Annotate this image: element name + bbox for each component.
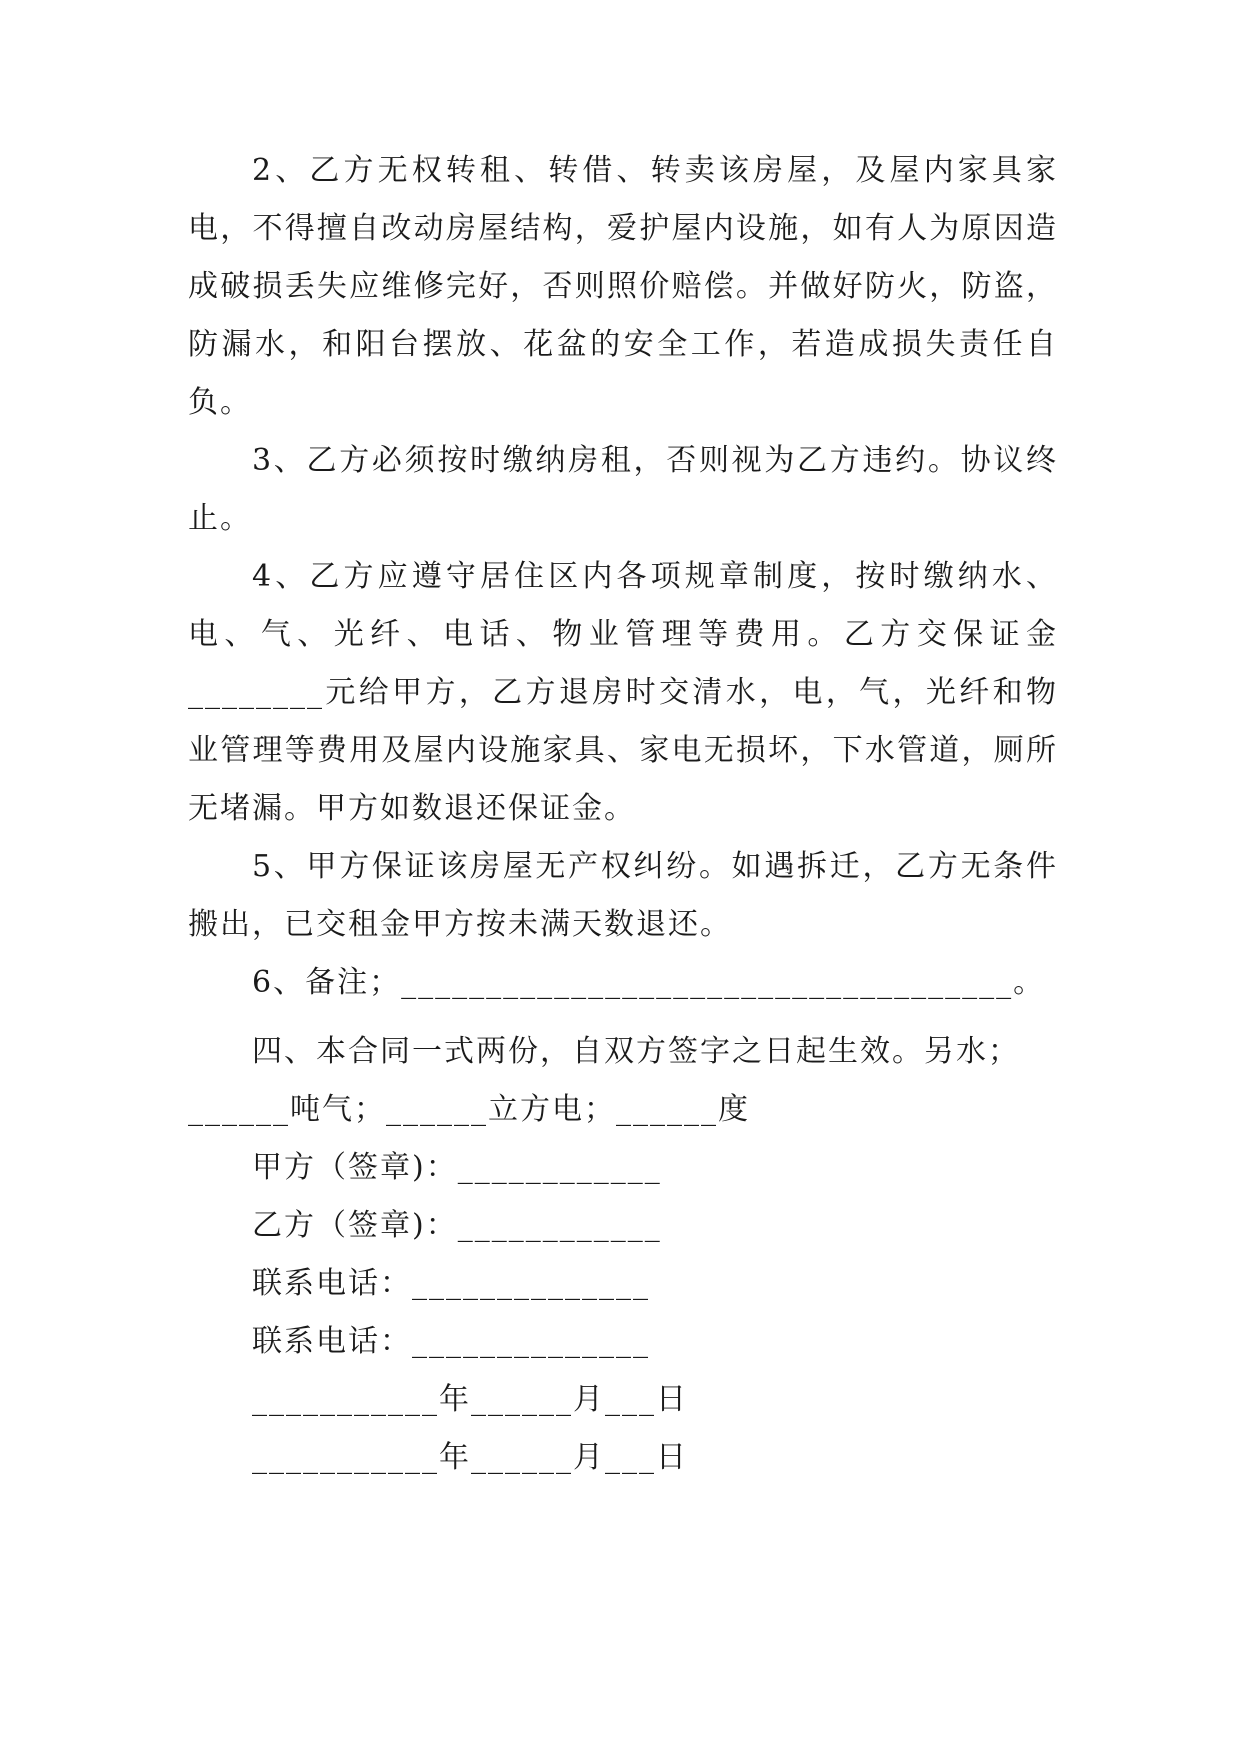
clause-list: [188, 142, 1058, 1012]
party-b-phone: 联系电话：______________: [252, 1324, 650, 1359]
meter-readings: ______吨气；______立方电；______度: [188, 1092, 750, 1127]
clause-2: 2、乙方无权转租、转借、转卖该房屋，及屋内家具家电，不得擅自改动房屋结构，爱护屋内设施，如有人为原因造成破损丢失应维修完好，否则照价赔偿。并做好防火，防盗，防漏水，和阳台摆放、花盆的安全工作，若造成损失责任自负。: [188, 153, 1058, 420]
clause-4: 4、乙方应遵守居住区内各项规章制度，按时缴纳水、电、气、光纤、电话、物业管理等费用。乙方交保证金________元给甲方，乙方退房时交清水，电，气，光纤和物业管理等费用及屋内设施家具、家电无损坏，下水管道，厕所无堵漏。甲方如数退还保证金。: [188, 559, 1058, 826]
clause-5: 5、甲方保证该房屋无产权纠纷。如遇拆迁，乙方无条件搬出，已交租金甲方按未满天数退还。: [188, 849, 1058, 942]
clause-6-remarks: 6、备注；____________________________________。: [252, 965, 1046, 1000]
section-4-effective: 四、本合同一式两份，自双方签字之日起生效。另水；: [252, 1034, 1020, 1069]
party-a-phone: 联系电话：______________: [252, 1266, 650, 1301]
clause-3: 3、乙方必须按时缴纳房租，否则视为乙方违约。协议终止。: [188, 443, 1058, 536]
date-line-b: ___________年______月___日: [252, 1440, 688, 1475]
party-a-signature: 甲方（签章)：____________: [252, 1150, 662, 1185]
party-b-signature: 乙方（签章)：____________: [252, 1208, 662, 1243]
date-line-a: ___________年______月___日: [252, 1382, 688, 1417]
